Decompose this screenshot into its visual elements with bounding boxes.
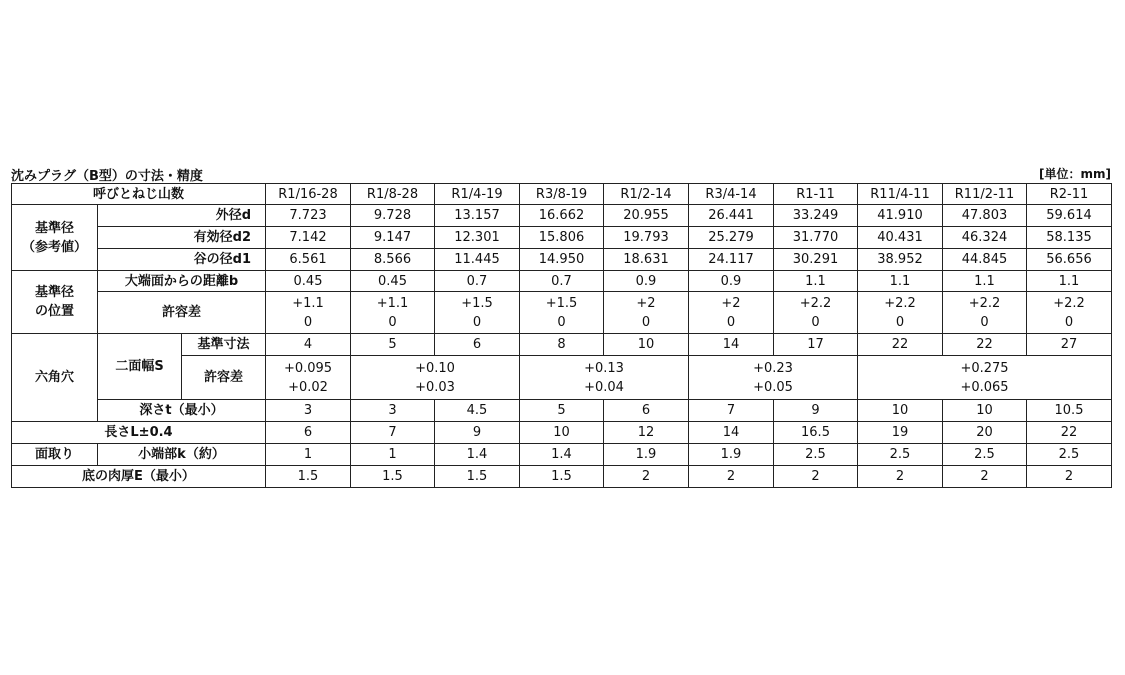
tolerance-cell xyxy=(604,292,689,334)
tolerance-cell xyxy=(858,292,943,334)
table-cell: 16.5 xyxy=(774,422,858,444)
table-cell: 13.157 xyxy=(435,205,520,227)
table-cell: 10 xyxy=(520,422,604,444)
table-cell: 12.301 xyxy=(435,227,520,249)
table-cell: 7 xyxy=(689,400,774,422)
tolerance-cell xyxy=(520,356,689,400)
table-cell: 1.5 xyxy=(520,466,604,488)
table-cell: 22 xyxy=(1027,422,1112,444)
tolerance-cell xyxy=(266,356,351,400)
tolerance-upper: +2 xyxy=(636,295,656,311)
table-cell: 27 xyxy=(1027,334,1112,356)
width-across-flats-label: 二面幅S xyxy=(98,334,182,400)
tolerance-lower: 0 xyxy=(726,314,736,330)
table-cell: 58.135 xyxy=(1027,227,1112,249)
spec-table xyxy=(11,183,1112,488)
tolerance-cell xyxy=(689,356,858,400)
table-cell: 56.656 xyxy=(1027,249,1112,271)
row-label: 底の肉厚E（最小） xyxy=(12,466,266,488)
table-cell: 4.5 xyxy=(435,400,520,422)
tolerance-upper: +1.5 xyxy=(461,295,493,311)
table-cell: 14 xyxy=(689,422,774,444)
size-header: R1/16-28 xyxy=(266,184,351,205)
table-cell: 6 xyxy=(266,422,351,444)
tolerance-lower: 0 xyxy=(895,314,905,330)
table-cell: 1.1 xyxy=(858,271,943,292)
tolerance-cell xyxy=(351,356,520,400)
table-cell: 20 xyxy=(943,422,1027,444)
table-cell: 1 xyxy=(266,444,351,466)
table-cell: 22 xyxy=(858,334,943,356)
size-header: R3/8-19 xyxy=(520,184,604,205)
table-row xyxy=(12,205,1112,227)
tolerance-lower: +0.05 xyxy=(753,379,793,395)
table-cell: 1.9 xyxy=(604,444,689,466)
tolerance-upper: +1.1 xyxy=(376,295,409,311)
table-cell: 10 xyxy=(858,400,943,422)
group-label-line: 基準径 xyxy=(34,285,74,300)
table-cell: 0.7 xyxy=(435,271,520,292)
row-label: 谷の径d1 xyxy=(98,249,266,271)
row-label: 外径d xyxy=(98,205,266,227)
table-cell: 22 xyxy=(943,334,1027,356)
tolerance-lower: +0.065 xyxy=(960,379,1009,395)
table-cell: 15.806 xyxy=(520,227,604,249)
table-cell: 6 xyxy=(435,334,520,356)
table-cell: 33.249 xyxy=(774,205,858,227)
tolerance-lower: +0.04 xyxy=(584,379,624,395)
group-label-line: 基準径 xyxy=(34,220,74,236)
table-row xyxy=(12,400,1112,422)
table-cell: 5 xyxy=(351,334,435,356)
tolerance-cell xyxy=(1027,292,1112,334)
table-cell: 59.614 xyxy=(1027,205,1112,227)
table-cell: 2 xyxy=(689,466,774,488)
header-row xyxy=(12,184,1112,205)
table-cell: 9 xyxy=(435,422,520,444)
table-row xyxy=(12,334,1112,356)
size-header: R1/8-28 xyxy=(351,184,435,205)
table-cell: 0.7 xyxy=(520,271,604,292)
table-row xyxy=(12,271,1112,292)
group-label-line: （参考値） xyxy=(21,239,87,255)
table-cell: 18.631 xyxy=(604,249,689,271)
tolerance-cell xyxy=(774,292,858,334)
row-label: 許容差 xyxy=(182,356,266,400)
unit-label: [単位：mm] xyxy=(1039,167,1111,181)
tolerance-upper: +1.5 xyxy=(545,295,578,311)
chamfer-group: 面取り xyxy=(12,444,98,466)
tolerance-upper: +0.275 xyxy=(960,360,1009,376)
tolerance-cell xyxy=(858,356,1112,400)
table-cell: 9.147 xyxy=(351,227,435,249)
table-cell: 19 xyxy=(858,422,943,444)
table-cell: 2 xyxy=(1027,466,1112,488)
size-header: R11/4-11 xyxy=(858,184,943,205)
base-diameter-group xyxy=(12,205,98,271)
tolerance-lower: 0 xyxy=(472,314,482,330)
table-cell: 1.1 xyxy=(1027,271,1112,292)
table-cell: 10 xyxy=(604,334,689,356)
table-cell: 24.117 xyxy=(689,249,774,271)
table-cell: 1.9 xyxy=(689,444,774,466)
row-label: 有効径d2 xyxy=(98,227,266,249)
table-cell: 1.4 xyxy=(435,444,520,466)
table-row xyxy=(12,249,1112,271)
table-cell: 7.723 xyxy=(266,205,351,227)
table-cell: 2 xyxy=(774,466,858,488)
size-header: R1-11 xyxy=(774,184,858,205)
header-label: 呼びとねじ山数 xyxy=(12,184,266,205)
tolerance-lower: 0 xyxy=(388,314,397,330)
table-row xyxy=(12,227,1112,249)
tolerance-cell xyxy=(351,292,435,334)
tolerance-lower: +0.02 xyxy=(288,379,328,395)
table-cell: 16.662 xyxy=(520,205,604,227)
table-cell: 6 xyxy=(604,400,689,422)
table-cell: 25.279 xyxy=(689,227,774,249)
tolerance-upper: +0.23 xyxy=(753,360,793,376)
table-cell: 3 xyxy=(351,400,435,422)
table-cell: 2.5 xyxy=(943,444,1027,466)
table-cell: 7.142 xyxy=(266,227,351,249)
table-cell: 7 xyxy=(351,422,435,444)
row-label: 長さL±0.4 xyxy=(12,422,266,444)
tolerance-cell xyxy=(435,292,520,334)
table-cell: 14.950 xyxy=(520,249,604,271)
size-header: R3/4-14 xyxy=(689,184,774,205)
table-cell: 11.445 xyxy=(435,249,520,271)
table-cell: 14 xyxy=(689,334,774,356)
row-label: 大端面からの距離b xyxy=(98,271,266,292)
row-label: 許容差 xyxy=(98,292,266,334)
table-cell: 2 xyxy=(943,466,1027,488)
table-cell: 1 xyxy=(351,444,435,466)
tolerance-lower: 0 xyxy=(1064,314,1074,330)
size-header: R1/4-19 xyxy=(435,184,520,205)
size-header: R11/2-11 xyxy=(943,184,1027,205)
table-row xyxy=(12,466,1112,488)
table-cell: 20.955 xyxy=(604,205,689,227)
tolerance-lower: 0 xyxy=(811,314,820,330)
table-cell: 19.793 xyxy=(604,227,689,249)
table-cell: 1.5 xyxy=(351,466,435,488)
table-cell: 1.4 xyxy=(520,444,604,466)
base-position-group xyxy=(12,271,98,334)
table-cell: 4 xyxy=(266,334,351,356)
table-cell: 5 xyxy=(520,400,604,422)
table-cell: 2 xyxy=(604,466,689,488)
table-cell: 2.5 xyxy=(858,444,943,466)
table-cell: 8 xyxy=(520,334,604,356)
table-cell: 0.9 xyxy=(689,271,774,292)
table-title: 沈みプラグ（B型）の寸法・精度 xyxy=(11,169,203,184)
tolerance-cell xyxy=(266,292,351,334)
table-cell: 0.9 xyxy=(604,271,689,292)
table-cell: 1.1 xyxy=(774,271,858,292)
table-row xyxy=(12,292,1112,334)
table-cell: 2.5 xyxy=(774,444,858,466)
table-cell: 47.803 xyxy=(943,205,1027,227)
tolerance-upper: +2.2 xyxy=(884,295,916,311)
table-cell: 40.431 xyxy=(858,227,943,249)
row-label: 基準寸法 xyxy=(182,334,266,356)
tolerance-upper: +2.2 xyxy=(799,295,832,311)
table-row xyxy=(12,444,1112,466)
table-row xyxy=(12,422,1112,444)
table-cell: 10 xyxy=(943,400,1027,422)
tolerance-upper: +2.2 xyxy=(968,295,1001,311)
table-cell: 6.561 xyxy=(266,249,351,271)
table-cell: 0.45 xyxy=(351,271,435,292)
table-cell: 44.845 xyxy=(943,249,1027,271)
table-cell: 2.5 xyxy=(1027,444,1112,466)
tolerance-upper: +0.13 xyxy=(584,360,624,376)
table-cell: 17 xyxy=(774,334,858,356)
table-cell: 26.441 xyxy=(689,205,774,227)
table-cell: 10.5 xyxy=(1027,400,1112,422)
table-cell: 12 xyxy=(604,422,689,444)
table-cell: 0.45 xyxy=(266,271,351,292)
tolerance-cell xyxy=(689,292,774,334)
table-cell: 3 xyxy=(266,400,351,422)
tolerance-lower: 0 xyxy=(557,314,566,330)
tolerance-lower: +0.03 xyxy=(415,379,455,395)
table-cell: 41.910 xyxy=(858,205,943,227)
table-cell: 30.291 xyxy=(774,249,858,271)
table-cell: 46.324 xyxy=(943,227,1027,249)
group-label-line: の位置 xyxy=(34,304,74,319)
tolerance-upper: +0.095 xyxy=(283,360,333,376)
tolerance-cell xyxy=(943,292,1027,334)
tolerance-upper: +2.2 xyxy=(1053,295,1085,311)
tolerance-cell xyxy=(520,292,604,334)
tolerance-lower: 0 xyxy=(641,314,651,330)
size-header: R1/2-14 xyxy=(604,184,689,205)
table-cell: 9 xyxy=(774,400,858,422)
tolerance-lower: 0 xyxy=(303,314,313,330)
tolerance-upper: +0.10 xyxy=(415,360,455,376)
table-cell: 1.5 xyxy=(435,466,520,488)
row-label: 小端部k（約） xyxy=(98,444,266,466)
table-cell: 1.1 xyxy=(943,271,1027,292)
tolerance-upper: +2 xyxy=(721,295,741,311)
table-cell: 31.770 xyxy=(774,227,858,249)
table-cell: 2 xyxy=(858,466,943,488)
row-label: 深さt（最小） xyxy=(98,400,266,422)
table-cell: 8.566 xyxy=(351,249,435,271)
table-cell: 9.728 xyxy=(351,205,435,227)
hex-socket-group: 六角穴 xyxy=(12,334,98,422)
tolerance-lower: 0 xyxy=(980,314,989,330)
table-cell: 1.5 xyxy=(266,466,351,488)
size-header: R2-11 xyxy=(1027,184,1112,205)
tolerance-upper: +1.1 xyxy=(292,295,324,311)
table-cell: 38.952 xyxy=(858,249,943,271)
